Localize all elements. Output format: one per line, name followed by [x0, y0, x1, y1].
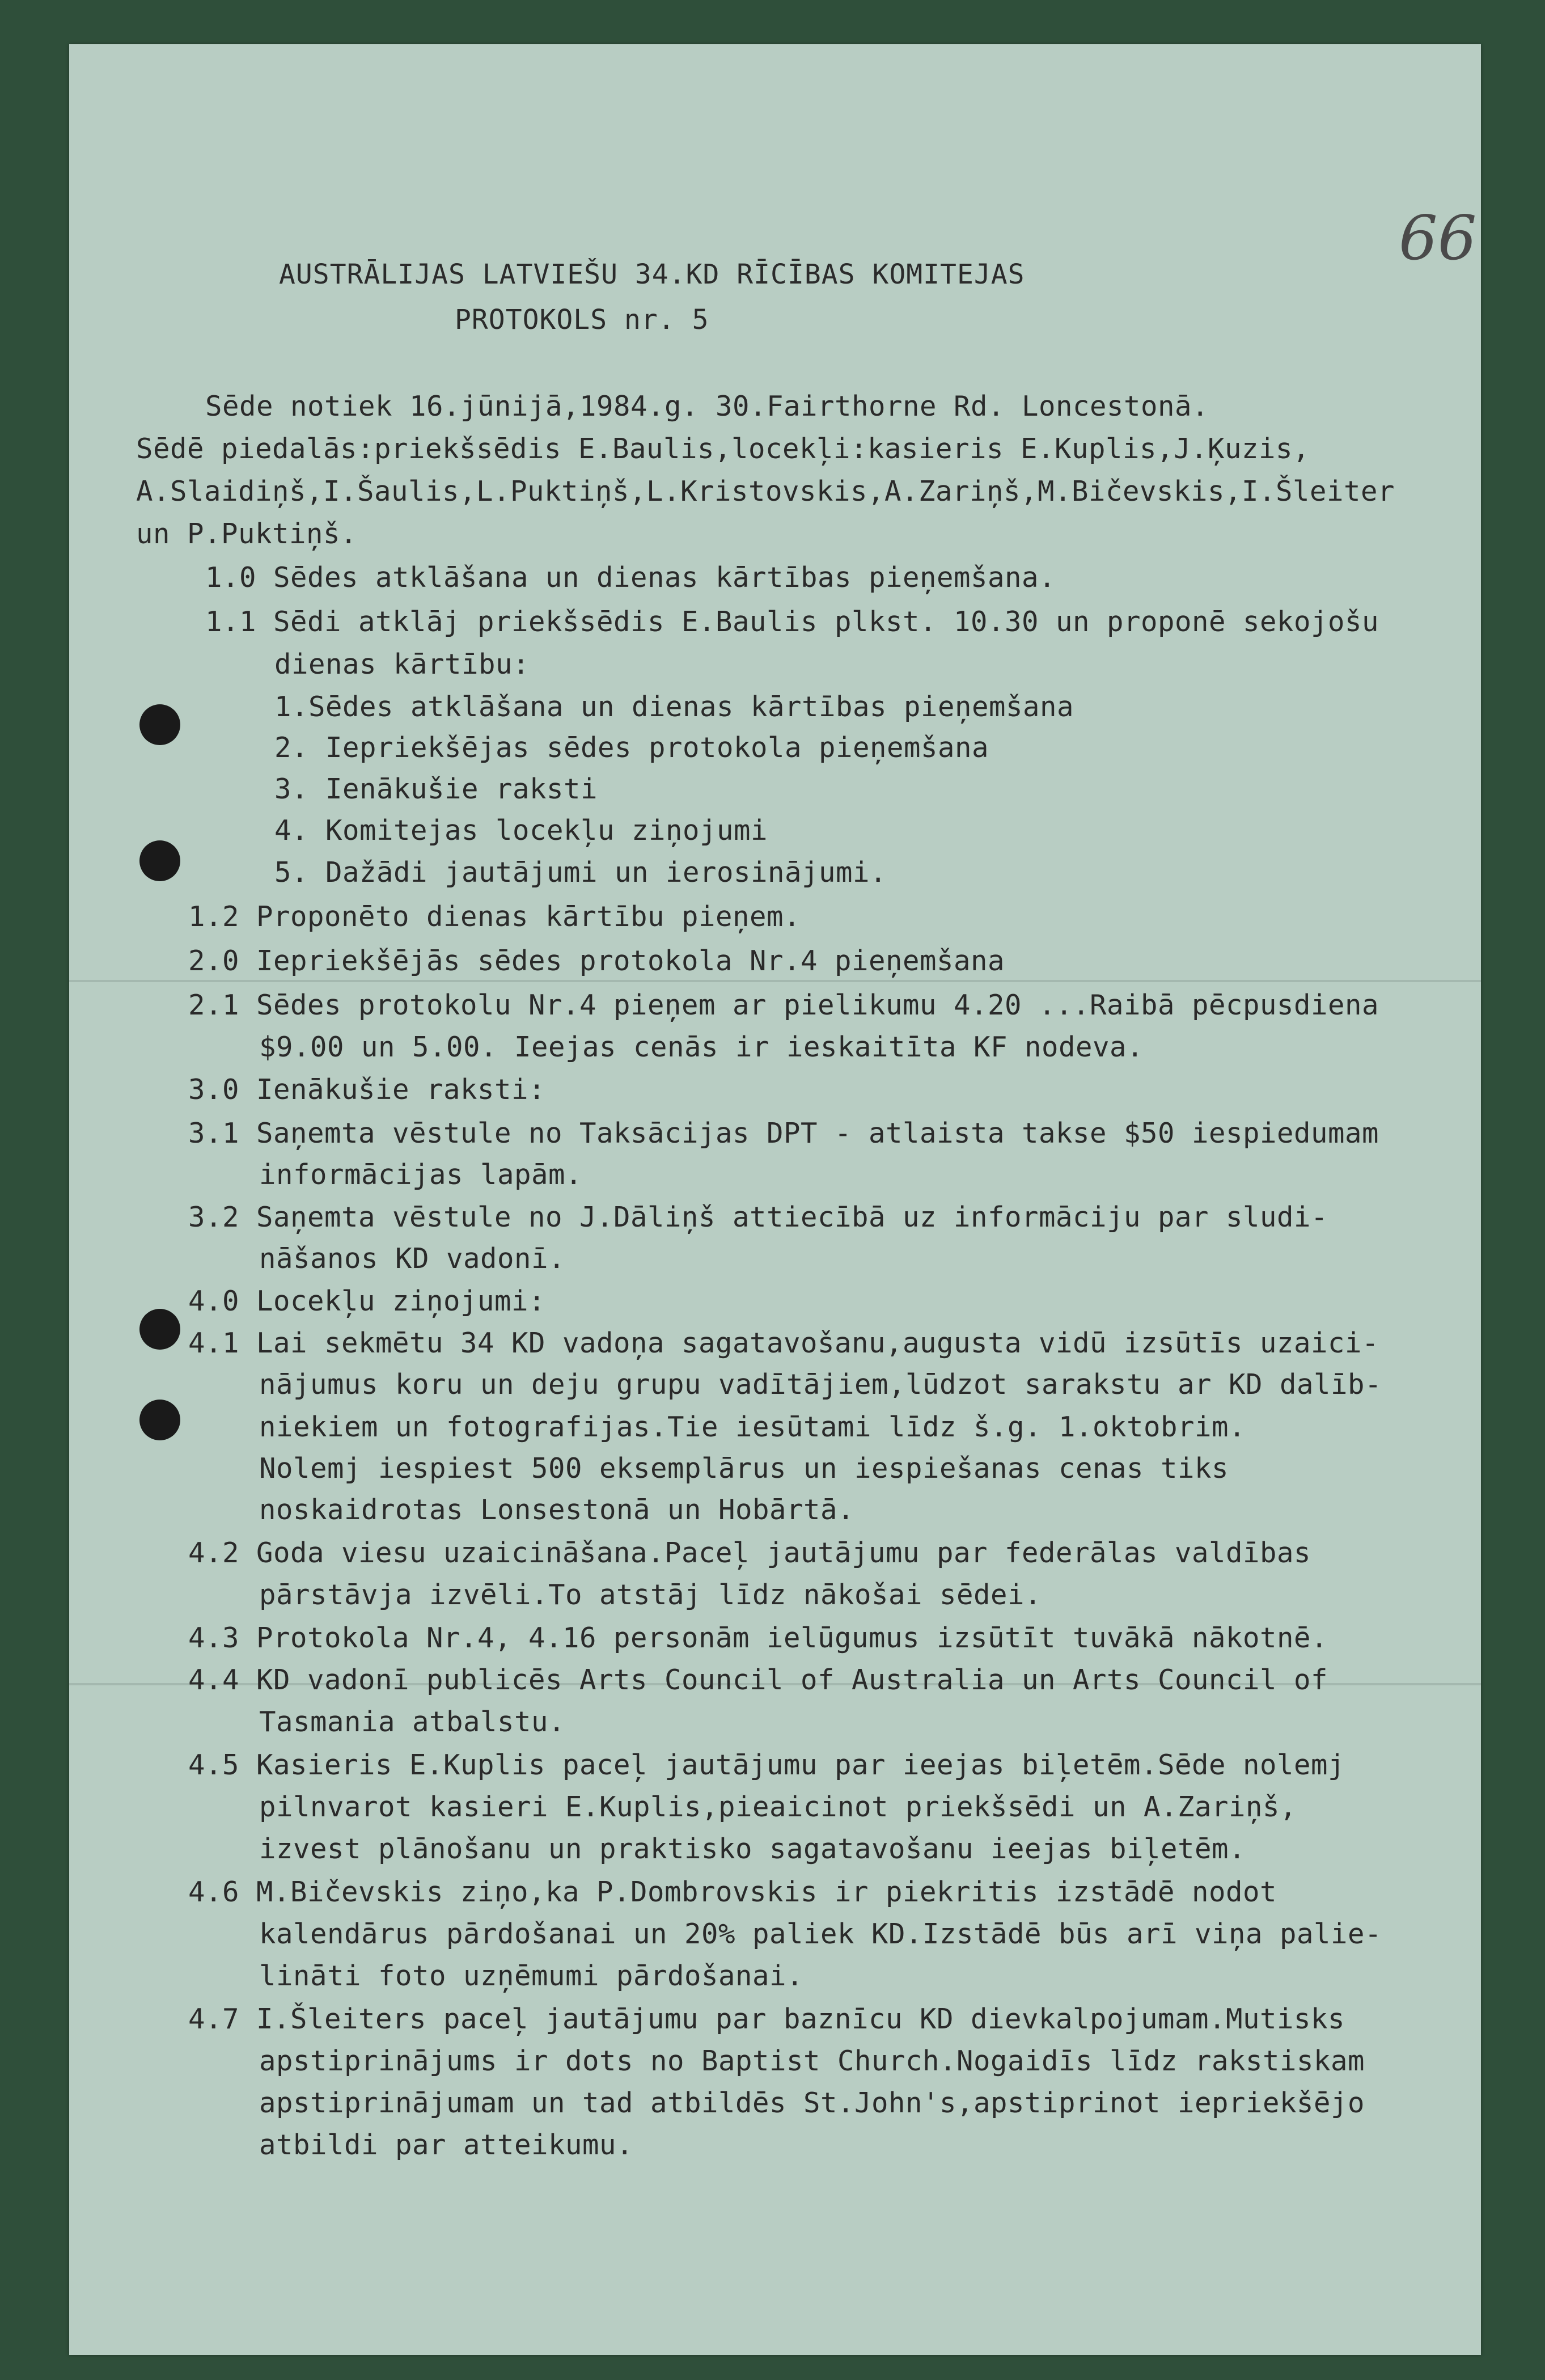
- punch-hole: [139, 840, 180, 881]
- text-line: 4.7 I.Šleiters paceļ jautājumu par baznīcu KD dievkalpojumam.Mutisks: [188, 2003, 1345, 2035]
- text-line: 4.4 KD vadonī publicēs Arts Council of Australia un Arts Council of: [188, 1664, 1328, 1696]
- text-line: atbildi par atteikumu.: [259, 2129, 634, 2161]
- document-page: [69, 44, 1481, 2355]
- text-line: apstiprinājumam un tad atbildēs St.John's,apstiprinot iepriekšējo: [259, 2087, 1365, 2119]
- text-line: informācijas lapām.: [259, 1159, 583, 1191]
- text-line: pilnvarot kasieri E.Kuplis,pieaicinot priekšsēdi un A.Zariņš,: [259, 1791, 1297, 1823]
- text-line: Nolemj iespiest 500 eksemplārus un iespiešanas cenas tiks: [259, 1452, 1229, 1485]
- text-line: 3.1 Saņemta vēstule no Taksācijas DPT - atlaista takse $50 iespiedumam: [188, 1117, 1379, 1149]
- punch-hole: [139, 1309, 180, 1350]
- text-line: 1.1 Sēdi atklāj priekšsēdis E.Baulis plkst. 10.30 un proponē sekojošu: [205, 606, 1379, 638]
- text-line: lināti foto uzņēmumi pārdošanai.: [259, 1960, 804, 1992]
- text-line: dienas kārtību:: [274, 648, 530, 680]
- text-line: 4. Komitejas locekļu ziņojumi: [274, 814, 768, 847]
- text-line: izvest plānošanu un praktisko sagatavošanu ieejas biļetēm.: [259, 1833, 1246, 1865]
- document-title: AUSTRĀLIJAS LATVIEŠU 34.KD RĪCĪBAS KOMITEJAS: [279, 259, 1025, 290]
- text-line: 4.3 Protokola Nr.4, 4.16 personām ielūgumus izsūtīt tuvākā nākotnē.: [188, 1622, 1328, 1654]
- text-line: 3.2 Saņemta vēstule no J.Dāliņš attiecībā uz informāciju par sludi-: [188, 1201, 1328, 1233]
- text-line: Tasmania atbalstu.: [259, 1706, 566, 1738]
- text-line: 4.2 Goda viesu uzaicināšana.Paceļ jautājumu par federālas valdības: [188, 1537, 1311, 1569]
- text-line: kalendārus pārdošanai un 20% paliek KD.Izstādē būs arī viņa palie-: [259, 1918, 1382, 1950]
- text-line: un P.Puktiņš.: [136, 518, 358, 550]
- text-line: 4.0 Locekļu ziņojumi:: [188, 1285, 546, 1317]
- page-number: 66: [1399, 203, 1477, 274]
- text-line: 2.0 Iepriekšējās sēdes protokola Nr.4 pieņemšana: [188, 945, 1005, 977]
- text-line: Sēdē piedalās:priekšsēdis E.Baulis,locekļi:kasieris E.Kuplis,J.Ķuzis,: [136, 433, 1310, 465]
- text-line: Sēde notiek 16.jūnijā,1984.g. 30.Fairthorne Rd. Loncestonā.: [205, 390, 1209, 422]
- punch-hole: [139, 1400, 180, 1440]
- text-line: 2.1 Sēdes protokolu Nr.4 pieņem ar pielikumu 4.20 ...Raibā pēcpusdiena: [188, 989, 1379, 1021]
- text-line: 5. Dažādi jautājumi un ierosinājumi.: [274, 856, 887, 889]
- text-line: 3. Ienākušie raksti: [274, 773, 598, 805]
- punch-hole: [139, 704, 180, 745]
- text-line: nāšanos KD vadonī.: [259, 1242, 566, 1275]
- text-line: 2. Iepriekšējas sēdes protokola pieņemšana: [274, 732, 989, 764]
- fold-crease: [69, 980, 1481, 982]
- text-line: A.Slaidiņš,I.Šaulis,L.Puktiņš,L.Kristovskis,A.Zariņš,M.Bičevskis,I.Šleiter: [136, 475, 1395, 508]
- text-line: $9.00 un 5.00. Ieejas cenās ir ieskaitīta KF nodeva.: [259, 1031, 1144, 1063]
- text-line: 1.2 Proponēto dienas kārtību pieņem.: [188, 901, 801, 933]
- text-line: 3.0 Ienākušie raksti:: [188, 1073, 546, 1106]
- text-line: 1.0 Sēdes atklāšana un dienas kārtības pieņemšana.: [205, 561, 1056, 594]
- text-line: 4.5 Kasieris E.Kuplis paceļ jautājumu par ieejas biļetēm.Sēde nolemj: [188, 1749, 1345, 1781]
- text-line: noskaidrotas Lonsestonā un Hobārtā.: [259, 1494, 855, 1526]
- text-line: apstiprinājums ir dots no Baptist Church.Nogaidīs līdz rakstiskam: [259, 2045, 1365, 2077]
- text-line: 1.Sēdes atklāšana un dienas kārtības pieņemšana: [274, 691, 1074, 723]
- text-line: 4.6 M.Bičevskis ziņo,ka P.Dombrovskis ir piekritis izstādē nodot: [188, 1876, 1277, 1908]
- text-line: pārstāvja izvēli.To atstāj līdz nākošai sēdei.: [259, 1579, 1042, 1611]
- text-line: nājumus koru un deju grupu vadītājiem,lūdzot sarakstu ar KD dalīb-: [259, 1368, 1382, 1401]
- text-line: niekiem un fotografijas.Tie iesūtami līdz š.g. 1.oktobrim.: [259, 1411, 1246, 1443]
- text-line: 4.1 Lai sekmētu 34 KD vadoņa sagatavošanu,augusta vidū izsūtīs uzaici-: [188, 1327, 1379, 1359]
- document-subtitle: PROTOKOLS nr. 5: [455, 304, 709, 336]
